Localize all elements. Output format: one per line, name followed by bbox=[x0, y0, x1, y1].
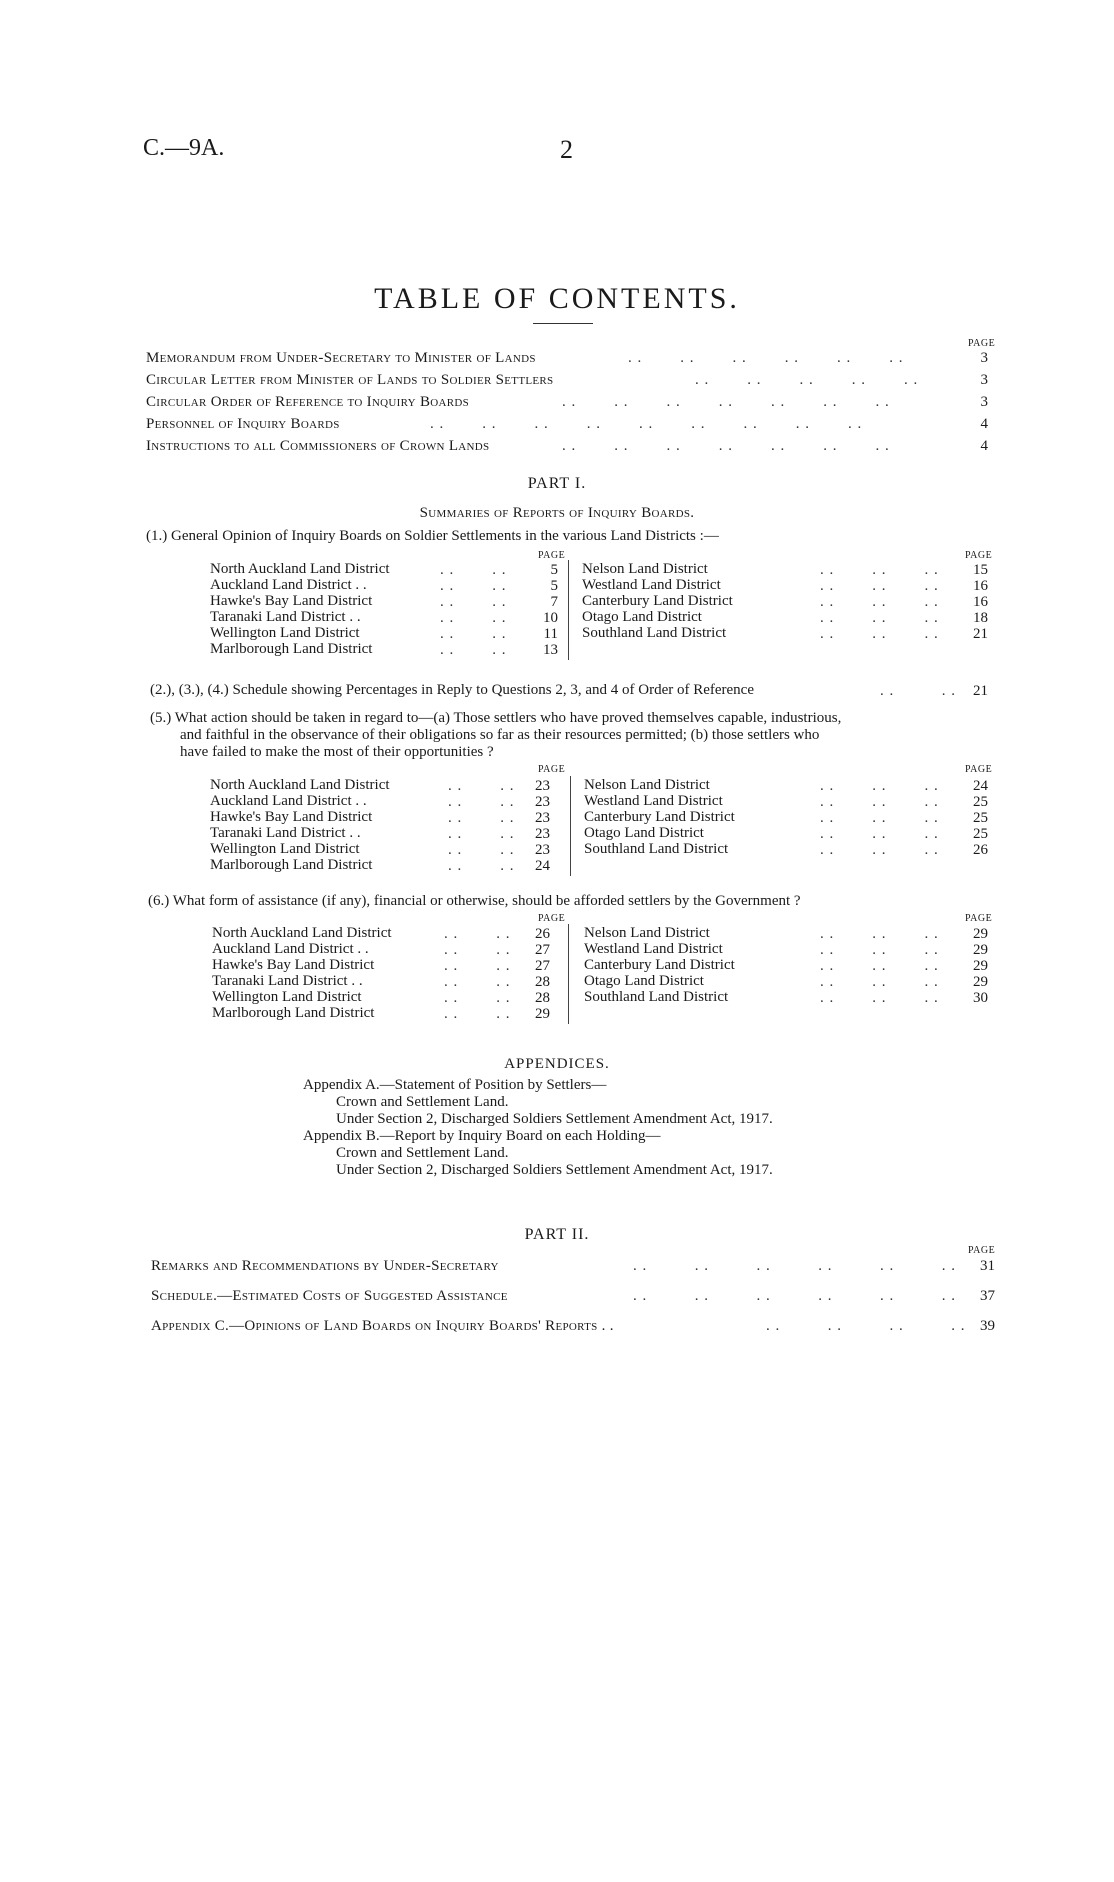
leader-dots: . . . . bbox=[444, 942, 511, 958]
page-column-label: PAGE bbox=[965, 764, 993, 775]
district-name: Hawke's Bay Land District bbox=[212, 957, 375, 973]
district-page: 16 bbox=[973, 578, 988, 594]
leader-dots: . . . . bbox=[444, 958, 511, 974]
district-page: 24 bbox=[973, 778, 988, 794]
part-two-heading: PART II. bbox=[524, 1226, 590, 1243]
question-2-3-4-page: 21 bbox=[973, 683, 988, 699]
toc-entry-label: Circular Order of Reference to Inquiry Boards bbox=[146, 394, 470, 410]
district-name: North Auckland Land District bbox=[210, 777, 390, 793]
toc-entry-page: 3 bbox=[980, 372, 988, 388]
district-page: 25 bbox=[973, 794, 988, 810]
leader-dots: . . . . . . bbox=[820, 626, 939, 642]
district-name: Southland Land District bbox=[584, 841, 729, 857]
question-5-line: (5.) What action should be taken in regard to—(a) Those settlers who have proved themselves capable, industrious, bbox=[150, 710, 842, 726]
district-page: 26 bbox=[973, 842, 988, 858]
district-page: 23 bbox=[535, 778, 550, 794]
district-name: Nelson Land District bbox=[582, 561, 708, 577]
toc-entry-label: Remarks and Recommendations by Under-Secretary bbox=[151, 1258, 499, 1274]
leader-dots: . . . . . . . . . . . . . . bbox=[562, 438, 890, 454]
leader-dots: . . . . bbox=[444, 990, 511, 1006]
district-page: 18 bbox=[973, 610, 988, 626]
appendices-heading: APPENDICES. bbox=[504, 1056, 610, 1072]
district-name: Auckland Land District . . bbox=[210, 577, 367, 593]
leader-dots: . . . . . . . . . . . . . . . . . . bbox=[430, 416, 863, 432]
district-name: Marlborough Land District bbox=[210, 857, 373, 873]
column-divider bbox=[570, 776, 571, 876]
page-column-label: PAGE bbox=[538, 764, 566, 775]
district-page: 25 bbox=[973, 826, 988, 842]
district-page: 23 bbox=[535, 842, 550, 858]
question-1: (1.) General Opinion of Inquiry Boards on Soldier Settlements in the various Land Districts :— bbox=[146, 528, 719, 544]
toc-entry-label: Memorandum from Under-Secretary to Minister of Lands bbox=[146, 350, 536, 366]
toc-entry-page: 4 bbox=[980, 416, 988, 432]
leader-dots: . . . . . . bbox=[820, 594, 939, 610]
district-name: Otago Land District bbox=[584, 825, 704, 841]
district-page: 28 bbox=[535, 974, 550, 990]
district-page: 29 bbox=[973, 958, 988, 974]
district-name: Auckland Land District . . bbox=[212, 941, 369, 957]
leader-dots: . . . . bbox=[440, 610, 507, 626]
leader-dots: . . . . bbox=[444, 926, 511, 942]
district-name: Canterbury Land District bbox=[584, 809, 735, 825]
district-page: 29 bbox=[973, 942, 988, 958]
district-name: Southland Land District bbox=[584, 989, 729, 1005]
appendix-line: Appendix B.—Report by Inquiry Board on each Holding— bbox=[303, 1128, 661, 1144]
leader-dots: . . . . bbox=[440, 594, 507, 610]
district-name: Nelson Land District bbox=[584, 925, 710, 941]
leader-dots: . . . . . . bbox=[820, 810, 939, 826]
district-page: 7 bbox=[550, 594, 558, 610]
leader-dots: . . . . . . . . . . . . . . bbox=[562, 394, 890, 410]
district-page: 15 bbox=[973, 562, 988, 578]
district-name: Canterbury Land District bbox=[584, 957, 735, 973]
leader-dots: . . . . bbox=[448, 778, 515, 794]
leader-dots: . . . . . . bbox=[820, 778, 939, 794]
district-name: Marlborough Land District bbox=[210, 641, 373, 657]
appendix-line: Appendix A.—Statement of Position by Settlers— bbox=[303, 1077, 607, 1093]
district-name: Wellington Land District bbox=[210, 841, 360, 857]
leader-dots: . . . . bbox=[448, 810, 515, 826]
leader-dots: . . . . bbox=[440, 562, 507, 578]
leader-dots: . . . . . . bbox=[820, 942, 939, 958]
district-page: 29 bbox=[535, 1006, 550, 1022]
toc-entry-page: 3 bbox=[980, 394, 988, 410]
district-page: 26 bbox=[535, 926, 550, 942]
district-name: Wellington Land District bbox=[210, 625, 360, 641]
page-column-label: PAGE bbox=[538, 913, 566, 924]
leader-dots: . . . . . . bbox=[820, 610, 939, 626]
district-name: Canterbury Land District bbox=[582, 593, 733, 609]
district-page: 29 bbox=[973, 926, 988, 942]
appendix-line: Crown and Settlement Land. bbox=[336, 1094, 509, 1110]
district-page: 5 bbox=[550, 562, 558, 578]
page-column-label: PAGE bbox=[965, 913, 993, 924]
district-name: Taranaki Land District . . bbox=[210, 825, 361, 841]
district-page: 27 bbox=[535, 942, 550, 958]
leader-dots: . . . . bbox=[448, 794, 515, 810]
leader-dots: . . . . bbox=[448, 842, 515, 858]
question-2-3-4: (2.), (3.), (4.) Schedule showing Percentages in Reply to Questions 2, 3, and 4 of Order of Reference bbox=[150, 682, 754, 698]
toc-entry-page: 39 bbox=[980, 1318, 995, 1334]
leader-dots: . . . . . . bbox=[820, 958, 939, 974]
document-reference: C.—9A. bbox=[143, 135, 225, 161]
page-title: TABLE OF CONTENTS. bbox=[374, 282, 740, 315]
leader-dots: . . . . bbox=[444, 974, 511, 990]
leader-dots: . . . . bbox=[444, 1006, 511, 1022]
toc-entry-label: Personnel of Inquiry Boards bbox=[146, 416, 340, 432]
district-page: 10 bbox=[543, 610, 558, 626]
part-one-subheading: Summaries of Reports of Inquiry Boards. bbox=[419, 505, 695, 521]
leader-dots: . . . . . . bbox=[820, 842, 939, 858]
district-name: North Auckland Land District bbox=[212, 925, 392, 941]
district-page: 24 bbox=[535, 858, 550, 874]
district-name: Nelson Land District bbox=[584, 777, 710, 793]
toc-entry-label: Circular Letter from Minister of Lands to Soldier Settlers bbox=[146, 372, 554, 388]
district-name: Taranaki Land District . . bbox=[212, 973, 363, 989]
district-page: 25 bbox=[973, 810, 988, 826]
district-name: Westland Land District bbox=[582, 577, 721, 593]
leader-dots: . . . . . . bbox=[820, 578, 939, 594]
toc-entry-label: Instructions to all Commissioners of Crown Lands bbox=[146, 438, 490, 454]
leader-dots: . . . . . . bbox=[820, 974, 939, 990]
page-number: 2 bbox=[560, 135, 573, 164]
district-name: Southland Land District bbox=[582, 625, 727, 641]
district-page: 16 bbox=[973, 594, 988, 610]
toc-entry-page: 37 bbox=[980, 1288, 995, 1304]
toc-entry-page: 3 bbox=[980, 350, 988, 366]
district-name: Westland Land District bbox=[584, 793, 723, 809]
district-page: 29 bbox=[973, 974, 988, 990]
title-rule bbox=[533, 323, 593, 324]
district-name: Hawke's Bay Land District bbox=[210, 809, 373, 825]
district-name: Otago Land District bbox=[584, 973, 704, 989]
district-page: 13 bbox=[543, 642, 558, 658]
appendix-line: Crown and Settlement Land. bbox=[336, 1145, 509, 1161]
leader-dots: . . . . bbox=[880, 683, 956, 699]
district-name: Hawke's Bay Land District bbox=[210, 593, 373, 609]
district-name: Westland Land District bbox=[584, 941, 723, 957]
district-name: Otago Land District bbox=[582, 609, 702, 625]
district-name: Taranaki Land District . . bbox=[210, 609, 361, 625]
leader-dots: . . . . . . . . . . . . bbox=[628, 350, 904, 366]
leader-dots: . . . . . . . . bbox=[766, 1318, 966, 1334]
district-name: Wellington Land District bbox=[212, 989, 362, 1005]
leader-dots: . . . . bbox=[440, 642, 507, 658]
leader-dots: . . . . . . bbox=[820, 794, 939, 810]
toc-entry-page: 4 bbox=[980, 438, 988, 454]
leader-dots: . . . . bbox=[440, 626, 507, 642]
leader-dots: . . . . bbox=[448, 826, 515, 842]
question-5-line: have failed to make the most of their opportunities ? bbox=[180, 744, 494, 760]
column-divider bbox=[568, 560, 569, 660]
district-page: 27 bbox=[535, 958, 550, 974]
column-divider bbox=[568, 924, 569, 1024]
district-name: North Auckland Land District bbox=[210, 561, 390, 577]
page-column-label: PAGE bbox=[968, 1245, 996, 1256]
leader-dots: . . . . . . bbox=[820, 990, 939, 1006]
leader-dots: . . . . . . bbox=[820, 926, 939, 942]
question-5-line: and faithful in the observance of their obligations so far as their resources permitted; (b) those settlers who bbox=[180, 727, 820, 743]
district-page: 23 bbox=[535, 794, 550, 810]
leader-dots: . . . . bbox=[440, 578, 507, 594]
leader-dots: . . . . . . bbox=[820, 826, 939, 842]
district-page: 11 bbox=[543, 626, 558, 642]
toc-entry-label: Appendix C.—Opinions of Land Boards on Inquiry Boards' Reports . . bbox=[151, 1318, 614, 1334]
leader-dots: . . . . . . bbox=[820, 562, 939, 578]
district-page: 21 bbox=[973, 626, 988, 642]
toc-entry-page: 31 bbox=[980, 1258, 995, 1274]
page-column-label: PAGE bbox=[968, 338, 996, 349]
district-name: Auckland Land District . . bbox=[210, 793, 367, 809]
district-page: 23 bbox=[535, 810, 550, 826]
district-page: 30 bbox=[973, 990, 988, 1006]
leader-dots: . . . . bbox=[448, 858, 515, 874]
leader-dots: . . . . . . . . . . . . bbox=[633, 1258, 956, 1274]
leader-dots: . . . . . . . . . . . . bbox=[633, 1288, 956, 1304]
part-one-heading: PART I. bbox=[527, 475, 587, 492]
leader-dots: . . . . . . . . . . bbox=[695, 372, 919, 388]
district-page: 5 bbox=[550, 578, 558, 594]
district-name: Marlborough Land District bbox=[212, 1005, 375, 1021]
page-column-label: PAGE bbox=[965, 550, 993, 561]
appendix-line: Under Section 2, Discharged Soldiers Settlement Amendment Act, 1917. bbox=[336, 1111, 773, 1127]
page-column-label: PAGE bbox=[538, 550, 566, 561]
toc-entry-label: Schedule.—Estimated Costs of Suggested Assistance bbox=[151, 1288, 508, 1304]
appendix-line: Under Section 2, Discharged Soldiers Settlement Amendment Act, 1917. bbox=[336, 1162, 773, 1178]
question-6: (6.) What form of assistance (if any), financial or otherwise, should be afforded settlers by the Government ? bbox=[148, 893, 801, 909]
district-page: 28 bbox=[535, 990, 550, 1006]
district-page: 23 bbox=[535, 826, 550, 842]
